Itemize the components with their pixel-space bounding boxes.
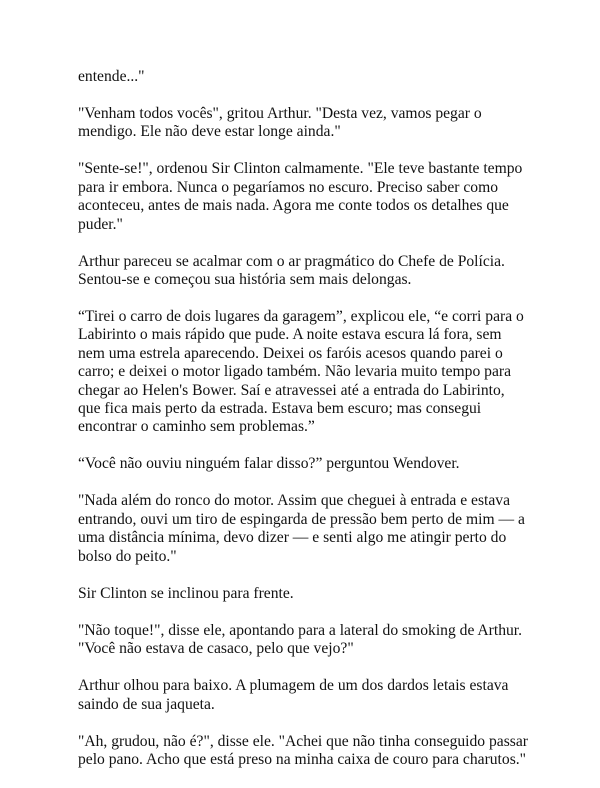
paragraph-6: “Você não ouviu ninguém falar disso?” perguntou Wendover.	[78, 455, 460, 473]
paragraph-7: "Nada além do ronco do motor. Assim que cheguei à entrada e estava entrando, ouvi um tiro de espingarda de pressão bem perto de mim — a uma distância mínima, devo dizer — e senti algo me atingir perto do bolso do peito."	[78, 492, 525, 565]
paragraph-2: "Venham todos vocês", gritou Arthur. "Desta vez, vamos pegar o mendigo. Ele não deve estar longe ainda."	[78, 105, 482, 141]
paragraph-3: "Sente-se!", ordenou Sir Clinton calmamente. "Ele teve bastante tempo para ir embora. Nunca o pegaríamos no escuro. Preciso saber como aconteceu, antes de mais nada. Agora me conte todos os detalhes que puder."	[78, 160, 523, 233]
document-page	[78, 68, 528, 788]
paragraph-5: “Tirei o carro de dois lugares da garagem”, explicou ele, “e corri para o Labirinto o mais rápido que pude. A noite estava escura lá fora, sem nem uma estrela aparecendo. Deixei os faróis acesos quando parei o carro; e deixei o motor ligado também. Não levaria muito tempo para chegar ao Helen's Bower. Saí e atravessei até a entrada do Labirinto, que fica mais perto da estrada. Estava bem escuro; mas consegui encontrar o caminho sem problemas.”	[78, 308, 524, 436]
paragraph-4: Arthur pareceu se acalmar com o ar pragmático do Chefe de Polícia. Sentou-se e começou sua história sem mais delongas.	[78, 252, 505, 289]
paragraph-1: entende..."	[78, 68, 145, 85]
paragraph-11: "Ah, grudou, não é?", disse ele. "Achei que não tinha conseguido passar pelo pano. Acho que está preso na minha caixa de couro para charutos."	[78, 732, 528, 768]
paragraph-10: Arthur olhou para baixo. A plumagem de um dos dardos letais estava saindo de sua jaqueta.	[78, 677, 509, 713]
paragraph-9: "Não toque!", disse ele, apontando para a lateral do smoking de Arthur. "Você não estava de casaco, pelo que vejo?"	[78, 621, 523, 658]
paragraph-8: Sir Clinton se inclinou para frente.	[78, 584, 294, 602]
